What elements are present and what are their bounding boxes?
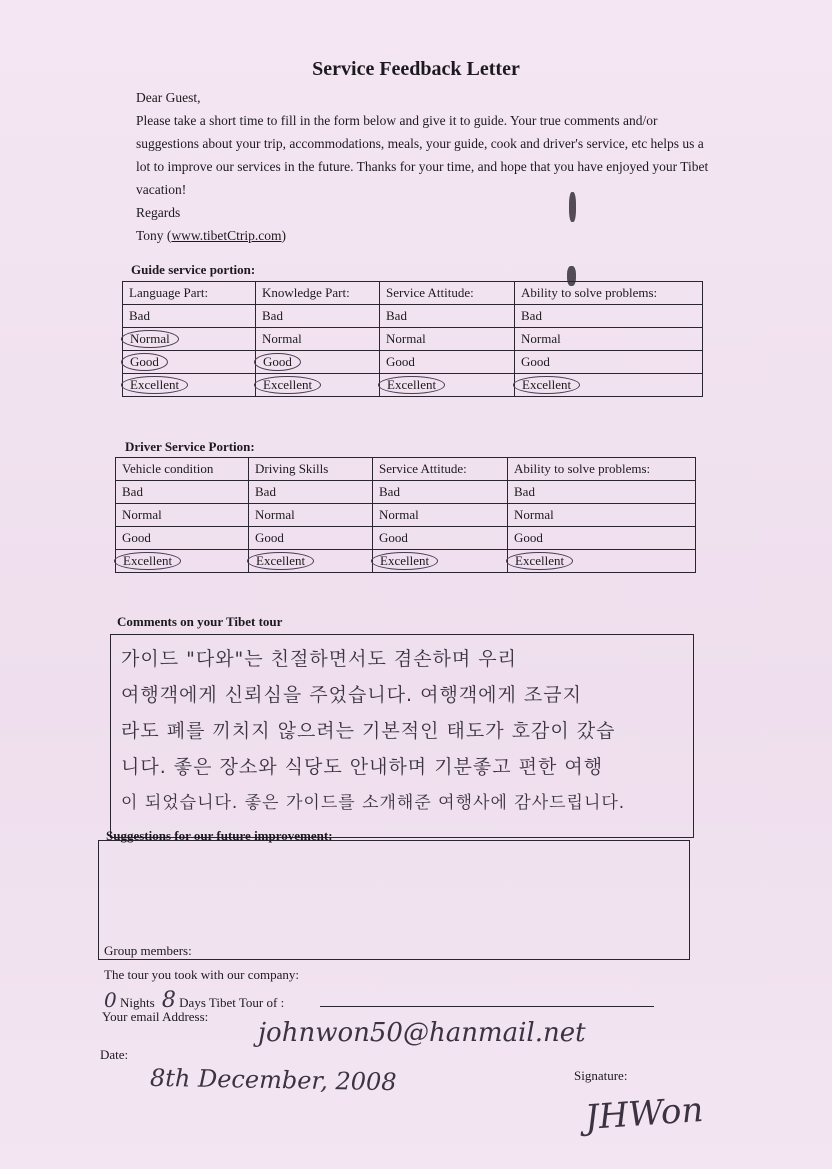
- rating-option[interactable]: Bad: [256, 305, 380, 328]
- days-label: Days Tibet Tour of :: [179, 995, 285, 1010]
- rating-option[interactable]: Normal: [249, 504, 373, 527]
- group-members-label: Group members:: [104, 943, 192, 958]
- circled-rating: Excellent: [371, 552, 438, 570]
- rating-option[interactable]: [256, 374, 380, 397]
- table-row: [116, 527, 696, 550]
- rating-option[interactable]: Normal: [373, 504, 508, 527]
- comment-line: 이 되었습니다. 좋은 가이드를 소개해준 여행사에 감사드립니다.: [121, 793, 626, 813]
- intro-block: [136, 86, 716, 247]
- table-header-row: [123, 282, 703, 305]
- rating-option[interactable]: Good: [515, 351, 703, 374]
- column-header: Knowledge Part:: [256, 282, 380, 305]
- comment-line: 니다. 좋은 장소와 식당도 안내하며 기분좋고 편한 여행: [121, 756, 604, 778]
- intro-body: Please take a short time to fill in the form below and give it to guide. Your true comments and/or suggestions about your trip, accommodations, meals, your guide, cook and driver's service, etc helps us a lot to improve our services in the future. Thanks for your time, and hope that you have enjoyed your Tibet vacation!: [136, 113, 709, 197]
- table-row: [116, 550, 696, 573]
- nights-value[interactable]: 0: [104, 988, 117, 1012]
- rating-option[interactable]: [515, 374, 703, 397]
- circled-rating: Excellent: [513, 376, 580, 394]
- rating-option[interactable]: Bad: [249, 481, 373, 504]
- date-value[interactable]: 8th December, 2008: [149, 1063, 397, 1097]
- tour-name-line[interactable]: [320, 1006, 654, 1007]
- rating-option[interactable]: Normal: [515, 328, 703, 351]
- ink-smudge-mark: [569, 192, 576, 222]
- comment-line: 가이드 "다와"는 친절하면서도 겸손하며 우리: [121, 648, 518, 670]
- rating-option[interactable]: Normal: [256, 328, 380, 351]
- driver-section-label: Driver Service Portion:: [125, 439, 255, 454]
- rating-option[interactable]: Good: [380, 351, 515, 374]
- letter-title: Service Feedback Letter: [312, 58, 520, 80]
- signoff-end: ): [281, 228, 287, 243]
- rating-option[interactable]: Good: [116, 527, 249, 550]
- rating-option[interactable]: [508, 550, 696, 573]
- rating-option[interactable]: Bad: [515, 305, 703, 328]
- rating-option[interactable]: Good: [508, 527, 696, 550]
- rating-option[interactable]: [256, 351, 380, 374]
- email-label: Your email Address:: [102, 1009, 209, 1024]
- rating-option[interactable]: [116, 550, 249, 573]
- date-label: Date:: [100, 1047, 129, 1062]
- nights-label: Nights: [119, 995, 155, 1010]
- guide-rating-table: [122, 281, 703, 397]
- website-link[interactable]: www.tibetCtrip.com: [171, 228, 282, 243]
- guide-section-label: Guide service portion:: [131, 262, 256, 277]
- rating-option[interactable]: Bad: [508, 481, 696, 504]
- signature-value[interactable]: JHWon: [583, 1089, 705, 1139]
- rating-option[interactable]: Bad: [373, 481, 508, 504]
- circled-rating: Excellent: [114, 552, 181, 570]
- rating-option[interactable]: Normal: [116, 504, 249, 527]
- rating-option[interactable]: Bad: [116, 481, 249, 504]
- signoff-name: Tony (: [136, 228, 172, 243]
- table-row: [123, 374, 703, 397]
- driver-rating-table: [115, 457, 696, 573]
- table-header-row: [116, 458, 696, 481]
- rating-option[interactable]: Normal: [508, 504, 696, 527]
- comments-label: Comments on your Tibet tour: [117, 614, 283, 629]
- circled-rating: Excellent: [254, 376, 321, 394]
- rating-option[interactable]: [380, 374, 515, 397]
- table-row: [123, 351, 703, 374]
- circled-rating: Excellent: [506, 552, 573, 570]
- circled-rating: Excellent: [121, 376, 188, 394]
- rating-option[interactable]: Good: [373, 527, 508, 550]
- comments-box[interactable]: [110, 634, 694, 838]
- rating-option[interactable]: [123, 351, 256, 374]
- circled-rating: Excellent: [247, 552, 314, 570]
- signoff: [136, 224, 716, 247]
- circled-rating: Good: [121, 353, 168, 371]
- column-header: Service Attitude:: [380, 282, 515, 305]
- tour-label: The tour you took with our company:: [104, 967, 299, 982]
- column-header: Vehicle condition: [116, 458, 249, 481]
- table-row: [116, 481, 696, 504]
- rating-option[interactable]: Normal: [380, 328, 515, 351]
- rating-option[interactable]: [373, 550, 508, 573]
- circled-rating: Excellent: [378, 376, 445, 394]
- circled-rating: Normal: [121, 330, 179, 348]
- comment-line: 라도 폐를 끼치지 않으려는 기본적인 태도가 호감이 갔습: [121, 720, 616, 742]
- column-header: Driving Skills: [249, 458, 373, 481]
- closing: Regards: [136, 205, 181, 220]
- table-row: [123, 328, 703, 351]
- column-header: Service Attitude:: [373, 458, 508, 481]
- column-header: Ability to solve problems:: [508, 458, 696, 481]
- rating-option[interactable]: Good: [249, 527, 373, 550]
- suggestions-label: Suggestions for our future improvement:: [106, 828, 333, 843]
- days-value[interactable]: 8: [161, 988, 176, 1013]
- rating-option[interactable]: [249, 550, 373, 573]
- suggestions-box[interactable]: [98, 840, 690, 960]
- table-row: [116, 504, 696, 527]
- rating-option[interactable]: [123, 328, 256, 351]
- column-header: Language Part:: [123, 282, 256, 305]
- table-row: [123, 305, 703, 328]
- rating-option[interactable]: Bad: [380, 305, 515, 328]
- comment-line: 여행객에게 신뢰심을 주었습니다. 여행객에게 조금지: [121, 684, 582, 706]
- column-header: Ability to solve problems:: [515, 282, 703, 305]
- greeting: Dear Guest,: [136, 90, 201, 105]
- rating-option[interactable]: [123, 374, 256, 397]
- email-value[interactable]: johnwon50@hanmail.net: [258, 1018, 586, 1048]
- signature-label: Signature:: [574, 1068, 628, 1083]
- circled-rating: Good: [254, 353, 301, 371]
- rating-option[interactable]: Bad: [123, 305, 256, 328]
